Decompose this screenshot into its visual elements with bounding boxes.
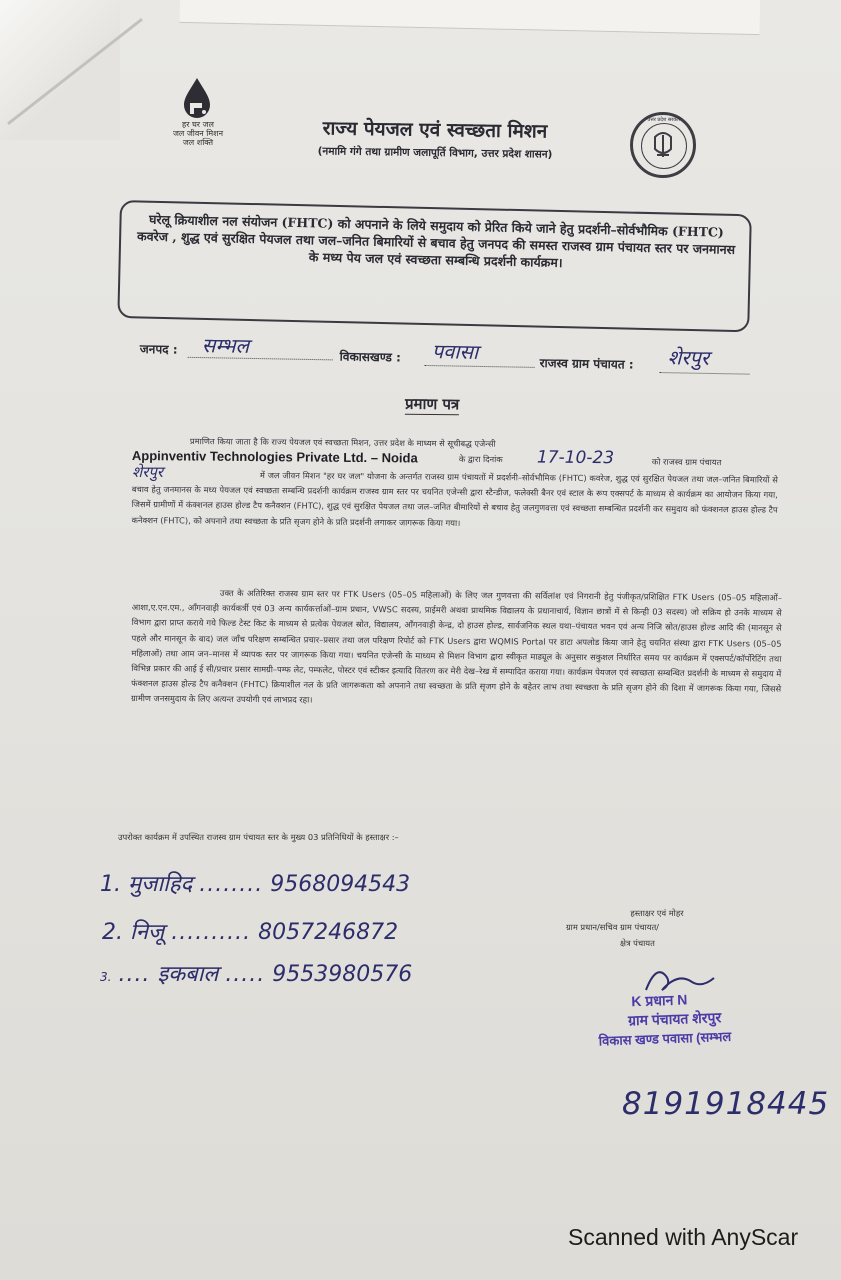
scanner-watermark: Scanned with AnyScar	[568, 1224, 799, 1250]
company-suffix: के द्वारा दिनांक	[458, 453, 503, 465]
signatories-intro: उपरोक्त कार्यक्रम में उपस्थित राजस्व ग्राम पंचायत स्तर के मुख्य 03 प्रतिनिधियों के हस्ताक्षर :–	[118, 832, 399, 842]
header-subtitle: (नमामि गंगे तथा ग्रामीण जलापूर्ति विभाग, उत्तर प्रदेश शासन)	[317, 145, 553, 161]
sign-label-2: ग्राम प्रधान/सचिव ग्राम पंचायत/	[566, 922, 659, 932]
signatory-row-2: 2. निजू .......... 8057246872	[102, 920, 399, 945]
har-ghar-jal-logo-icon	[180, 76, 214, 120]
logo-left-text: हर घर जल जल जीवन मिशन जल शक्ति	[172, 120, 224, 147]
signatory-row-3: 3. .... इकबाल ..... 9553980576	[100, 962, 413, 987]
stamp-line-3: विकास खण्ड पवासा (सम्भल	[598, 1028, 732, 1049]
back-sheet	[180, 0, 761, 35]
signatory-index: 2.	[102, 920, 123, 945]
seal-text: उत्तर प्रदेश सरकार	[647, 117, 681, 123]
gram-panchayat-value: शेरपुर	[667, 345, 710, 370]
location-fields	[139, 333, 760, 391]
cert-para1: में जल जीवन मिशन "हर घर जल" योजना के अन्तर्गत राजस्व ग्राम पंचायतों में प्रदर्शनी–सोर्वभौमिक (FHTC) कवरेज, शुद्ध एवं सुरक्षित पेयजल तथा जल–जनित बिमारियों से बचाव हेतु जनमानस के मध्य पेयजल एवं स्वच्छता सम्बन्धि प्रदर्शनी कार्यक्रम राजस्व ग्राम स्तर पर चयनित एजेन्सी द्वारा स्टैन्डीज, फलेक्सी बैनर एवं स्टाल के रूप एक्सपर्ट के माध्यम से कार्यक्रम का आयोजन किया गया, जिसमें ग्रामीणों में कंक्शनल हाउस होल्ड टैप कनैक्शन (FHTC), शुद्ध एवं सुरक्षित पेयजल तथा जल–जनित बीमारियों से बचाव हेतु जलगुणवत्ता एवं स्वच्छता सम्बन्धित प्रदर्शनी कर समुदाय को फंक्शनल हाउस होल्ड टैप कनेक्शन (FHTC), को अपनाने तथा स्वच्छता के प्रति सृजग होने के प्रति प्रदर्शनी लगाकर जागरूक किया गया।	[131, 470, 778, 528]
signatory-name: इकबाल	[157, 962, 219, 987]
pradhan-stamp	[598, 988, 769, 1049]
program-banner	[117, 200, 752, 332]
vikaskhand-label: विकासखण्ड :	[339, 349, 401, 365]
pradhan-phone: 8191918445	[622, 1086, 830, 1122]
company-name: Appinventiv Technologies Private Ltd. – Noida	[131, 448, 418, 466]
cert-para2: उक्त के अतिरिक्त राजस्व ग्राम स्तर पर FTK Users (05–05 महिलाओं) के लिए जल गुणवत्ता की सर्विलांश एवं निगरानी हेतु पंजीकृत/प्रशिक्षित FTK Users (05–05 महिलाओं–आशा,ए.एन.एम., आँगनवाड़ी कार्यकर्त्री एवं 03 अन्य कार्यकर्त्ताओं–ग्राम प्रधान, VWSC सदस्य, प्राईमरी अथवा प्राथमिक विद्यालय के प्रधानाचार्य, विज्ञान छात्रों में से किन्ही 03 सदस्य) जो सक्रिय हो उनके माध्यम से विभाग द्वारा प्राप्त कराये गये फिल्ड टेस्ट किट के माध्यम से प्रत्येक पेयजल स्रोत, विद्यालय, आँगनवाड़ी केन्द्र, दो हाउस होल्ड, सार्वजनिक स्थल यथा–पंचायत भवन एवं अन्य निजि स्रोत/हाउस होल्ड आदि की (मानसून से पहले और मानसून के बाद) जल जाँच परिक्षण सम्बन्धित प्रचार–प्रसार तथा जल परिक्षण रिपोर्ट को FTK Users द्वारा WQMIS Portal पर डाटा अपलोड किया जाने हेतु चयनित संस्था द्वारा FTK Users (05–05 महिलाओं) तथा आम जन–मानस में व्यापक स्तर पर जागरूक किया गया। चयनित एजेन्सी के माध्यम से मिशन विभाग द्वारा स्वीकृत माड्यूल के अनुसार सकुशल निर्धारित समय पर कार्यक्रम में एक्सपर्ट/कॉर्पोरेटिंग तथा विभिन्न प्रकार की आई ई सी/प्रचार प्रसार सामग्री–पम्फ लेट, पम्फलेट, पोस्टर एवं स्टीकर इत्यादि वितरण कर मेरी देख–रेख में सम्पादित कराया गया। कार्यक्रम पेयजल एवं स्वच्छता सम्बन्धित प्रदर्शनी के माध्यम से समुदाय में फंक्शनल हाउस होल्ड टैप कनैक्शन (FHTC) क्रियाशील नल के प्रति जागरूकता को अपनाने तथा स्वच्छता के प्रति सृजग होने के बहेतर लाभ तथा स्वच्छता के प्रति सृजग होने की दिशा में जागरूक किया गया, जिससे ग्रामीण जनसमुदाय के लिए अत्यन्त उपयोगी एवं लाभप्रद रहा।	[130, 587, 782, 706]
signatory-row-1: 1. मुजाहिद ........ 9568094543	[100, 872, 411, 897]
up-govt-seal-icon	[630, 112, 696, 178]
gram-panchayat-label: राजस्व ग्राम पंचायत :	[539, 355, 634, 372]
sign-label-3: क्षेत्र पंचायत	[620, 938, 655, 948]
page-corner	[0, 0, 120, 140]
signatory-name: निजू	[130, 920, 165, 945]
signatory-index: 3.	[100, 970, 112, 984]
panchayat-handwritten: शेरपुर	[132, 463, 163, 481]
stamp-line-1: K प्रधान N	[631, 991, 688, 1010]
banner-text: घरेलू क्रियाशील नल संयोजन (FHTC) को अपनाने के लिये समुदाय को प्रेरित किये जाने हेतु प्रदर्शनी–सोर्वभौमिक (FHTC) कवरेज , शुद्ध एवं सुरक्षित पेयजल तथा जल–जनित बिमारियों से बचाव हेतु जनपद की समस्त राजस्व ग्राम पंचायत स्तर पर जनमानस के मध्य पेय जल एवं स्वच्छता सम्बन्धि प्रदर्शनी कार्यक्रम।	[136, 211, 736, 271]
header-title: राज्य पेयजल एवं स्वच्छता मिशन	[322, 117, 548, 143]
signatory-phone: 8057246872	[258, 920, 399, 945]
certificate-title: प्रमाण पत्र	[404, 394, 460, 414]
signatory-name: मुजाहिद	[128, 872, 193, 897]
janpad-label: जनपद :	[139, 341, 178, 357]
date-value: 17-10-23	[536, 447, 615, 469]
signatory-phone: 9568094543	[270, 872, 411, 897]
cert-line1: प्रमाणित किया जाता है कि राज्य पेयजल एवं स्वच्छता मिशन, उत्तर प्रदेश के माध्यम से सूचीबद्ध एजेन्सी	[189, 435, 496, 449]
stamp-line-2: ग्राम पंचायत शेरपुर	[627, 1009, 722, 1029]
date-suffix: को राजस्व ग्राम पंचायत	[651, 456, 722, 468]
janpad-value: सम्भल	[201, 333, 250, 358]
vikaskhand-value: पवासा	[431, 339, 479, 364]
sign-label-1: हस्ताक्षर एवं मोहर	[630, 908, 684, 918]
signatory-index: 1.	[100, 872, 121, 897]
signatory-phone: 9553980576	[272, 962, 413, 987]
